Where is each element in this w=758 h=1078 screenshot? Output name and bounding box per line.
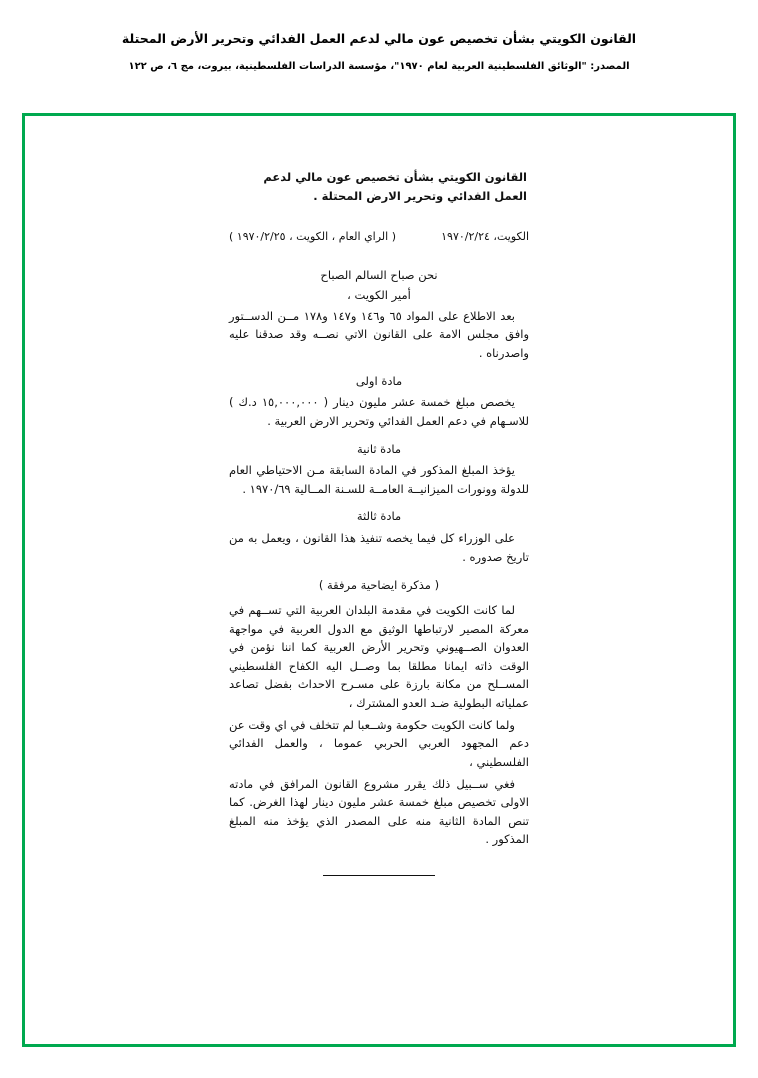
dateline-source-ref: ( الراي العام ، الكويت ، ١٩٧٠/٢/٢٥ ) — [229, 229, 396, 243]
document-body — [229, 168, 529, 876]
opening-line-2: أمير الكويت ، — [347, 288, 411, 303]
article-two-heading: مادة ثانية — [356, 441, 401, 456]
document-title: القانون الكويتي بشأن تخصيص عون مالي لدعم العمل الفدائي وتحرير الارض المحتلة . — [263, 170, 527, 203]
article-one-text: يخصص مبلغ خمسة عشر مليون دينار ( ١٥,٠٠٠,٠٠٠ د.ك ) للاسـهام في دعم العمل الفدائي وتحرير الارض العربية . — [229, 395, 529, 428]
preamble-paragraph: بعد الاطلاع على المواد ٦٥ و١٤٦ و١٤٧ و١٧٨ مــن الدســتور وافق مجلس الامة على القانون الاتي نصــه وقد صدقنا عليه واصدرناه . — [229, 308, 529, 361]
article-three-block — [229, 507, 529, 566]
opening-block — [229, 266, 529, 363]
scanned-document — [25, 168, 733, 1044]
page-header — [0, 0, 758, 74]
article-two-text: يؤخذ المبلغ المذكور في المادة السابقة مـن الاحتياطي العام للدولة وونورات الميزانيــة العامــة للسـنة المــالية ١٩٧٠/٦٩ . — [229, 463, 529, 496]
dateline — [229, 228, 529, 246]
article-three-text: على الوزراء كل فيما يخصه تنفيذ هذا القانون ، ويعمل به من تاريخ صدوره . — [229, 531, 529, 564]
green-border-frame — [22, 113, 736, 1047]
article-two-block — [229, 440, 529, 499]
memo-paragraph-3: فغي ســبيل ذلك يقرر مشروع القانون المرافق في مادته الاولى تخصيص مبلغ خمسة عشر مليون دينار لهذا الغرض. كما تنص المادة الثانية منه على المصدر الذي يؤخذ منه المبلغ المذكور . — [229, 776, 529, 847]
opening-line-1: نحن صباح السالم الصباح — [320, 267, 438, 282]
memo-paragraph-2: ولما كانت الكويت حكومة وشــعبا لم تتخلف في اي وقت عن دعم المجهود العربي الحربي عموما ، والعمل الفدائي الفلسطيني ، — [229, 717, 529, 769]
article-three-heading: مادة ثالثة — [356, 509, 402, 524]
explanatory-memo-block — [229, 601, 529, 849]
memo-paragraph-1: لما كانت الكويت في مقدمة البلدان العربية التي تســهم في معركة المصير لارتباطها الوثيق مع الدول العربية في مواجهة العدوان الصــهيوني وتحرير الأرض العربية كما اننا نؤمن في الوقت ذاته ايمانا مطلقا بما وصــل اليه الكفاح الفلسطيني المســلح من مكانة بارزة على مسـرح الاحداث بفضل تصاعد عملياته البطولية ضـد العدو المشترك ، — [229, 602, 529, 711]
article-one-block — [229, 372, 529, 431]
article-one-heading: مادة اولى — [355, 373, 403, 388]
page-title: القانون الكويتي بشأن تخصيص عون مالي لدعم العمل الفدائي وتحرير الأرض المحتلة — [121, 31, 637, 46]
dateline-place-date: الكويت، ١٩٧٠/٢/٢٤ — [441, 229, 529, 243]
horizontal-rule — [323, 875, 435, 876]
source-citation: المصدر: "الوثائق الفلسطينية العربية لعام ١٩٧٠"، مؤسسة الدراسات الفلسطينية، بيروت، مج ٦، ص ١٢٢ — [128, 60, 630, 72]
explanatory-memo-label: ( مذكرة ايضاحية مرفقة ) — [318, 578, 440, 593]
